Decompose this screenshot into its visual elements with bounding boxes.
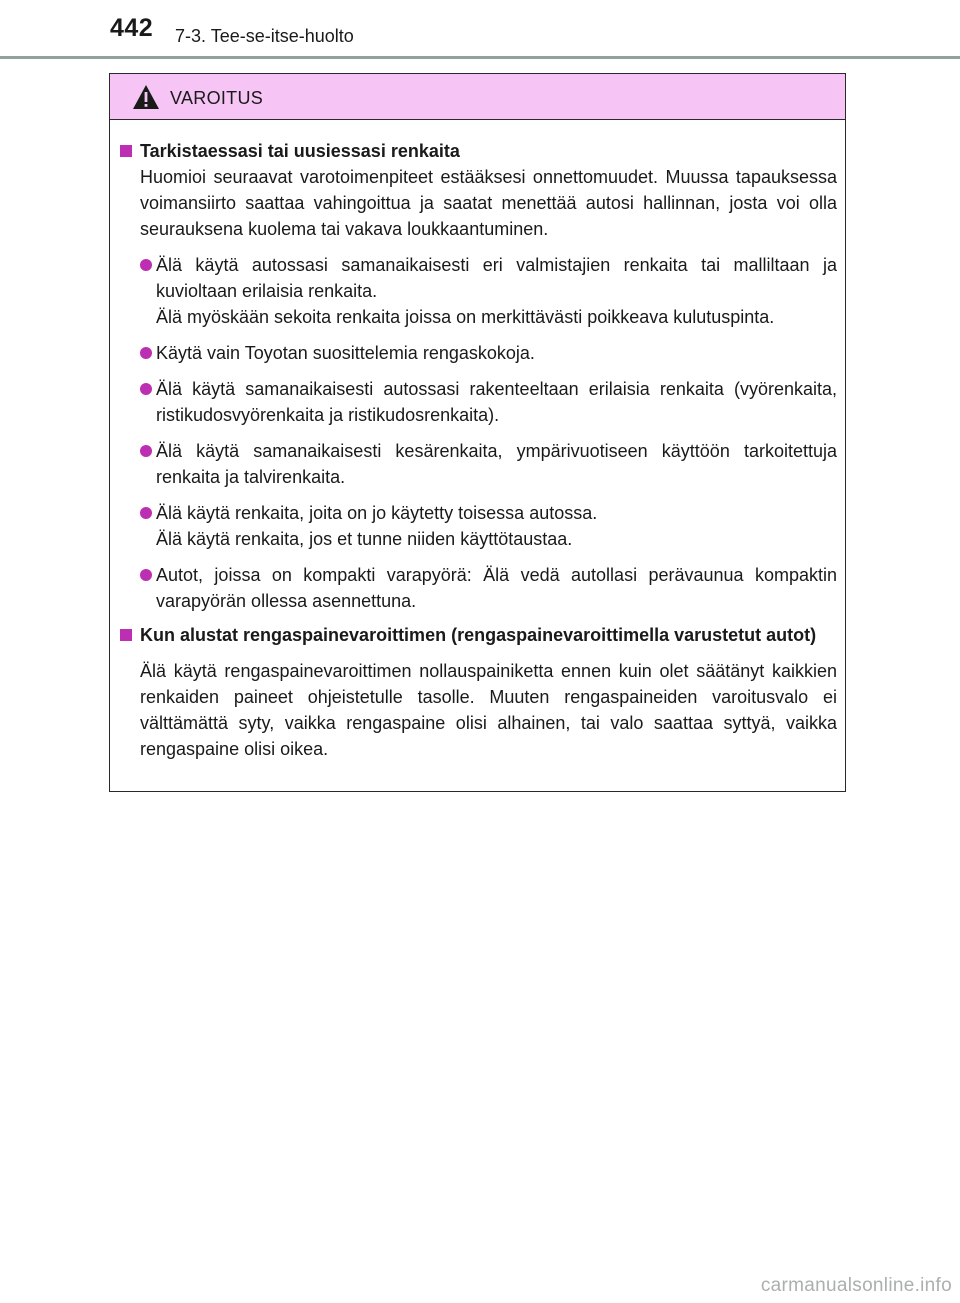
bullet-text: Älä käytä samanaikaisesti autossasi rakenteeltaan erilaisia renkaita (vyörenkaita, ristikudosvyörenkaita ja ristikudosrenkaita). <box>156 379 837 425</box>
page-header <box>0 0 960 60</box>
square-bullet-icon <box>120 145 132 157</box>
square-bullet-icon <box>120 629 132 641</box>
section-heading <box>118 622 837 648</box>
round-bullet-icon <box>140 383 152 395</box>
round-bullet-icon <box>140 347 152 359</box>
bullet-text: Älä käytä renkaita, jos et tunne niiden käyttötaustaa. <box>156 529 573 549</box>
list-item <box>140 376 837 428</box>
warning-body <box>110 120 845 762</box>
page-number: 442 <box>110 14 154 42</box>
bullet-text: Älä käytä autossasi samanaikaisesti eri valmistajien renkaita tai malliltaan ja kuvioltaan erilaisia renkaita. <box>156 255 837 301</box>
list-item <box>140 252 837 330</box>
section-intro: Huomioi seuraavat varotoimenpiteet estääksesi onnettomuudet. Muussa tapauksessa voimansiirto saattaa vahingoittua ja saatat menettää autosi hallinnan, josta voi olla seurauksena kuolema tai vakava loukkaantuminen. <box>140 167 837 239</box>
bullet-text: Älä käytä renkaita, joita on jo käytetty toisessa autossa. <box>156 503 598 523</box>
list-item <box>140 438 837 490</box>
bullet-text: Älä käytä samanaikaisesti kesärenkaita, ympärivuotiseen käyttöön tarkoitettuja renkaita ja talvirenkaita. <box>156 441 837 487</box>
round-bullet-icon <box>140 445 152 457</box>
section-heading-text: Tarkistaessasi tai uusiessasi renkaita <box>140 141 460 161</box>
bullet-text: Autot, joissa on kompakti varapyörä: Älä vedä autollasi perävaunua kompaktin varapyörän ollessa asennettuna. <box>156 565 837 611</box>
round-bullet-icon <box>140 569 152 581</box>
warning-box <box>109 73 846 792</box>
list-item <box>140 562 837 614</box>
warning-triangle-icon <box>132 84 160 110</box>
list-item <box>140 340 837 366</box>
list-item <box>140 500 837 552</box>
section-heading-text: Kun alustat rengaspainevaroittimen (rengaspainevaroittimella varustetut autot) <box>140 625 817 645</box>
bullet-text: Käytä vain Toyotan suosittelemia rengaskokoja. <box>156 343 535 363</box>
header-divider <box>0 56 960 59</box>
round-bullet-icon <box>140 507 152 519</box>
bullet-text: Älä myöskään sekoita renkaita joissa on merkittävästi poikkeava kulutuspinta. <box>156 307 775 327</box>
section-heading <box>118 138 837 164</box>
warning-header <box>110 74 845 120</box>
round-bullet-icon <box>140 259 152 271</box>
watermark: carmanualsonline.info <box>760 1275 952 1296</box>
warning-label: VAROITUS <box>170 88 264 108</box>
section-title: 7-3. Tee-se-itse-huolto <box>175 26 354 46</box>
section-text: Älä käytä rengaspainevaroittimen nollauspainiketta ennen kuin olet säätänyt kaikkien renkaiden paineet ohjeistetulle tasolle. Muuten rengaspaineiden varoitusvalo ei välttämättä syty, vaikka rengaspaine olisi alhainen, tai valo saattaa syttyä, vaikka rengaspaine olisi oikea. <box>140 661 837 759</box>
